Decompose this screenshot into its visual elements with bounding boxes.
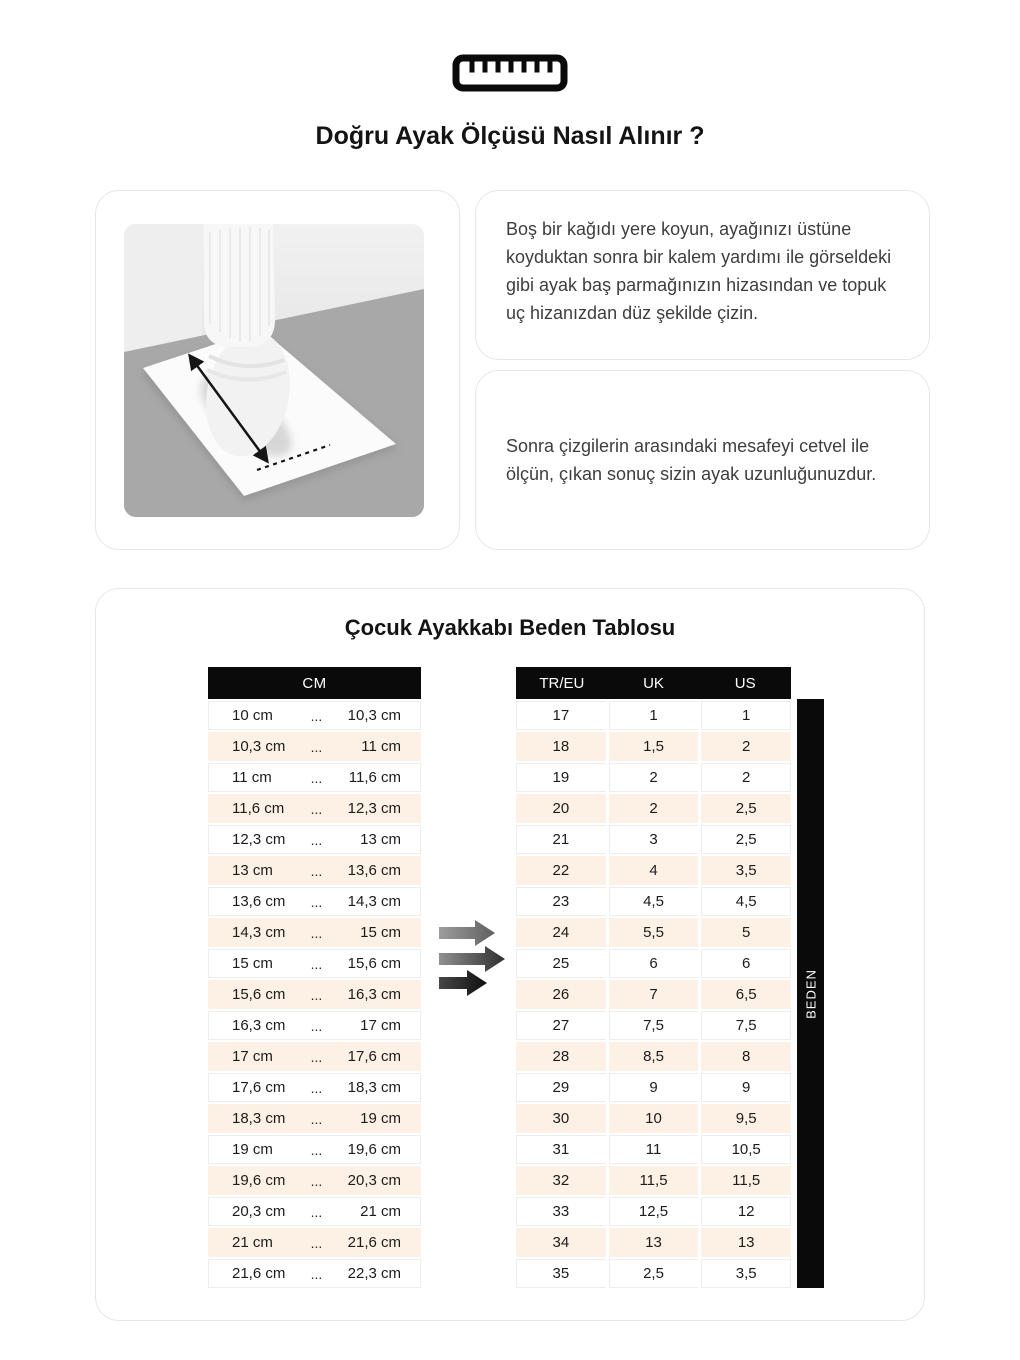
cm-table-header: CM (208, 667, 421, 699)
cm-cell-to: 18,3 cm (347, 1079, 401, 1096)
cm-cell-to: 20,3 cm (347, 1172, 401, 1189)
cm-table-row (208, 1011, 421, 1040)
cm-cell-from: 14,3 cm (232, 924, 286, 941)
size-cell: 13 (606, 1228, 699, 1257)
size-cell: 2,5 (698, 794, 791, 823)
cm-table-row (208, 763, 421, 792)
measurement-photo-card (95, 190, 460, 550)
size-cell: 21 (552, 831, 570, 848)
cm-cell-from: 13 cm (232, 862, 273, 879)
cm-cell-sep: ... (310, 707, 323, 724)
cm-cell-sep: ... (310, 1017, 323, 1034)
size-cell: 1 (698, 701, 791, 730)
cm-table-row (208, 1042, 421, 1071)
size-cell: 24 (552, 924, 570, 941)
cm-cell-sep: ... (310, 1265, 323, 1282)
cm-cell-to: 17 cm (360, 1017, 401, 1034)
cm-cell-to: 11 cm (361, 738, 401, 755)
size-cell: 30 (552, 1110, 570, 1127)
cm-cell-from: 11,6 cm (232, 800, 285, 817)
size-cell: 25 (552, 955, 570, 972)
size-cell: 3,5 (698, 1259, 791, 1288)
size-cell: 19 (552, 769, 570, 786)
size-table-row (516, 980, 791, 1009)
size-table-row (516, 918, 791, 947)
size-cell: 1 (606, 701, 699, 730)
size-cell: 32 (552, 1172, 570, 1189)
cm-cell-from: 21,6 cm (232, 1265, 286, 1282)
size-cell: 29 (552, 1079, 570, 1096)
cm-cell-sep: ... (310, 831, 323, 848)
cm-cell-to: 10,3 cm (347, 707, 401, 724)
size-cell: 9 (698, 1073, 791, 1102)
cm-cell-from: 21 cm (232, 1234, 273, 1251)
cm-cell-from: 16,3 cm (232, 1017, 286, 1034)
cm-cell-sep: ... (310, 955, 323, 972)
size-cell: 9 (606, 1073, 699, 1102)
cm-table-row (208, 1259, 421, 1288)
size-cell: 26 (552, 986, 570, 1003)
size-cell: 8 (698, 1042, 791, 1071)
cm-cell-to: 11,6 cm (348, 769, 401, 786)
transfer-arrows-icon (437, 919, 507, 997)
cm-cell-to: 16,3 cm (347, 986, 401, 1003)
cm-cell-to: 15,6 cm (347, 955, 401, 972)
cm-cell-to: 13,6 cm (347, 862, 401, 879)
cm-cell-sep: ... (310, 1172, 323, 1189)
size-cell: 7,5 (606, 1011, 699, 1040)
cm-cell-sep: ... (310, 1079, 323, 1096)
cm-cell-from: 20,3 cm (232, 1203, 286, 1220)
size-cell: 11 (606, 1135, 699, 1164)
size-cell: 2 (698, 763, 791, 792)
size-table-row (516, 949, 791, 978)
size-cell: 6,5 (698, 980, 791, 1009)
size-table-row (516, 825, 791, 854)
size-cell: 4 (606, 856, 699, 885)
size-table-row (516, 856, 791, 885)
size-cell: 13 (698, 1228, 791, 1257)
cm-cell-sep: ... (310, 1203, 323, 1220)
size-table (516, 667, 791, 1290)
size-table-header-treu: TR/EU (539, 674, 585, 692)
cm-cell-sep: ... (310, 1110, 323, 1127)
size-cell: 31 (552, 1141, 570, 1158)
size-cell: 2 (698, 732, 791, 761)
cm-table-row (208, 856, 421, 885)
size-cell: 9,5 (698, 1104, 791, 1133)
instruction-text-2: Sonra çizgilerin arasındaki mesafeyi cetvel ile ölçün, çıkan sonuç sizin ayak uzunluğunuzdur. (506, 436, 877, 484)
cm-cell-sep: ... (310, 1141, 323, 1158)
size-cell: 33 (552, 1203, 570, 1220)
cm-table-row (208, 732, 421, 761)
size-cell: 2,5 (698, 825, 791, 854)
beden-side-label (797, 699, 824, 1288)
cm-cell-from: 17 cm (232, 1048, 273, 1065)
size-table-row (516, 732, 791, 761)
size-table-header (516, 667, 791, 699)
size-cell: 28 (552, 1048, 570, 1065)
instruction-card-2 (475, 370, 930, 550)
size-table-row (516, 1011, 791, 1040)
cm-cell-sep: ... (310, 1048, 323, 1065)
cm-table-row (208, 1197, 421, 1226)
size-cell: 7 (606, 980, 699, 1009)
size-table-row (516, 1259, 791, 1288)
cm-cell-sep: ... (310, 924, 323, 941)
cm-cell-from: 11 cm (232, 769, 272, 786)
size-cell: 5 (698, 918, 791, 947)
cm-table-row (208, 1104, 421, 1133)
cm-table-row (208, 701, 421, 730)
size-cell: 27 (552, 1017, 570, 1034)
cm-cell-from: 19 cm (232, 1141, 273, 1158)
size-chart-card (95, 588, 925, 1321)
size-cell: 20 (552, 800, 570, 817)
size-cell: 35 (552, 1265, 570, 1282)
size-cell: 10 (606, 1104, 699, 1133)
size-cell: 12 (698, 1197, 791, 1226)
cm-table-row (208, 887, 421, 916)
cm-table-row (208, 1073, 421, 1102)
cm-cell-from: 19,6 cm (232, 1172, 286, 1189)
size-cell: 4,5 (606, 887, 699, 916)
cm-cell-sep: ... (310, 800, 323, 817)
size-table-row (516, 1228, 791, 1257)
cm-cell-sep: ... (310, 893, 323, 910)
size-cell: 2,5 (606, 1259, 699, 1288)
size-table-row (516, 1104, 791, 1133)
page-title: Doğru Ayak Ölçüsü Nasıl Alınır ? (315, 122, 705, 150)
cm-table-row (208, 825, 421, 854)
cm-table-row (208, 1166, 421, 1195)
size-cell: 7,5 (698, 1011, 791, 1040)
size-cell: 2 (606, 763, 699, 792)
size-table-body (516, 699, 791, 1288)
size-table-row (516, 701, 791, 730)
cm-cell-to: 13 cm (360, 831, 401, 848)
cm-cell-from: 10 cm (232, 707, 273, 724)
cm-table-row (208, 949, 421, 978)
cm-cell-from: 10,3 cm (232, 738, 286, 755)
size-table-header-uk: UK (643, 674, 664, 692)
cm-cell-to: 17,6 cm (347, 1048, 401, 1065)
size-table-row (516, 1042, 791, 1071)
cm-cell-from: 13,6 cm (232, 893, 286, 910)
cm-cell-from: 18,3 cm (232, 1110, 286, 1127)
size-cell: 18 (552, 738, 570, 755)
cm-cell-sep: ... (310, 862, 323, 879)
size-cell: 11,5 (606, 1166, 699, 1195)
cm-table-row (208, 918, 421, 947)
cm-table-row (208, 794, 421, 823)
cm-cell-sep: ... (310, 738, 323, 755)
cm-cell-to: 19 cm (360, 1110, 401, 1127)
size-table-header-us: US (734, 674, 756, 692)
size-table-row (516, 794, 791, 823)
cm-cell-from: 15,6 cm (232, 986, 286, 1003)
size-chart-title: Çocuk Ayakkabı Beden Tablosu (344, 615, 676, 640)
size-table-row (516, 1166, 791, 1195)
size-cell: 17 (552, 707, 570, 724)
cm-table-body (208, 699, 421, 1288)
size-cell: 11,5 (698, 1166, 791, 1195)
cm-cell-sep: ... (310, 769, 323, 786)
cm-table-row (208, 1228, 421, 1257)
size-table-row (516, 1073, 791, 1102)
size-cell: 6 (606, 949, 699, 978)
size-cell: 23 (552, 893, 570, 910)
size-cell: 3,5 (698, 856, 791, 885)
size-cell: 2 (606, 794, 699, 823)
cm-cell-from: 15 cm (232, 955, 273, 972)
cm-cell-to: 21 cm (360, 1203, 401, 1220)
cm-cell-to: 21,6 cm (347, 1234, 401, 1251)
cm-cell-from: 17,6 cm (232, 1079, 286, 1096)
cm-cell-to: 19,6 cm (347, 1141, 401, 1158)
size-table-row (516, 1197, 791, 1226)
cm-table (208, 667, 421, 1290)
size-cell: 10,5 (698, 1135, 791, 1164)
size-cell: 12,5 (606, 1197, 699, 1226)
cm-cell-to: 14,3 cm (347, 893, 401, 910)
size-table-row (516, 1135, 791, 1164)
cm-cell-to: 12,3 cm (347, 800, 401, 817)
ruler-icon (0, 54, 1020, 97)
beden-label-text: BEDEN (803, 968, 818, 1019)
size-cell: 34 (552, 1234, 570, 1251)
size-table-row (516, 763, 791, 792)
cm-table-row (208, 1135, 421, 1164)
instruction-card-1 (475, 190, 930, 360)
size-cell: 3 (606, 825, 699, 854)
size-cell: 4,5 (698, 887, 791, 916)
size-cell: 6 (698, 949, 791, 978)
cm-cell-to: 22,3 cm (347, 1265, 401, 1282)
cm-cell-sep: ... (310, 986, 323, 1003)
foot-measurement-photo (124, 224, 424, 517)
size-table-row (516, 887, 791, 916)
cm-table-row (208, 980, 421, 1009)
cm-cell-sep: ... (310, 1234, 323, 1251)
size-cell: 22 (552, 862, 570, 879)
instruction-text-1: Boş bir kağıdı yere koyun, ayağınızı üstüne koyduktan sonra bir kalem yardımı ile görseldeki gibi ayak baş parmağınızın hizasından ve topuk uç hizanızdan düz şekilde çizin. (506, 219, 892, 323)
cm-cell-from: 12,3 cm (232, 831, 286, 848)
size-cell: 5,5 (606, 918, 699, 947)
size-cell: 1,5 (606, 732, 699, 761)
size-cell: 8,5 (606, 1042, 699, 1071)
cm-cell-to: 15 cm (360, 924, 401, 941)
